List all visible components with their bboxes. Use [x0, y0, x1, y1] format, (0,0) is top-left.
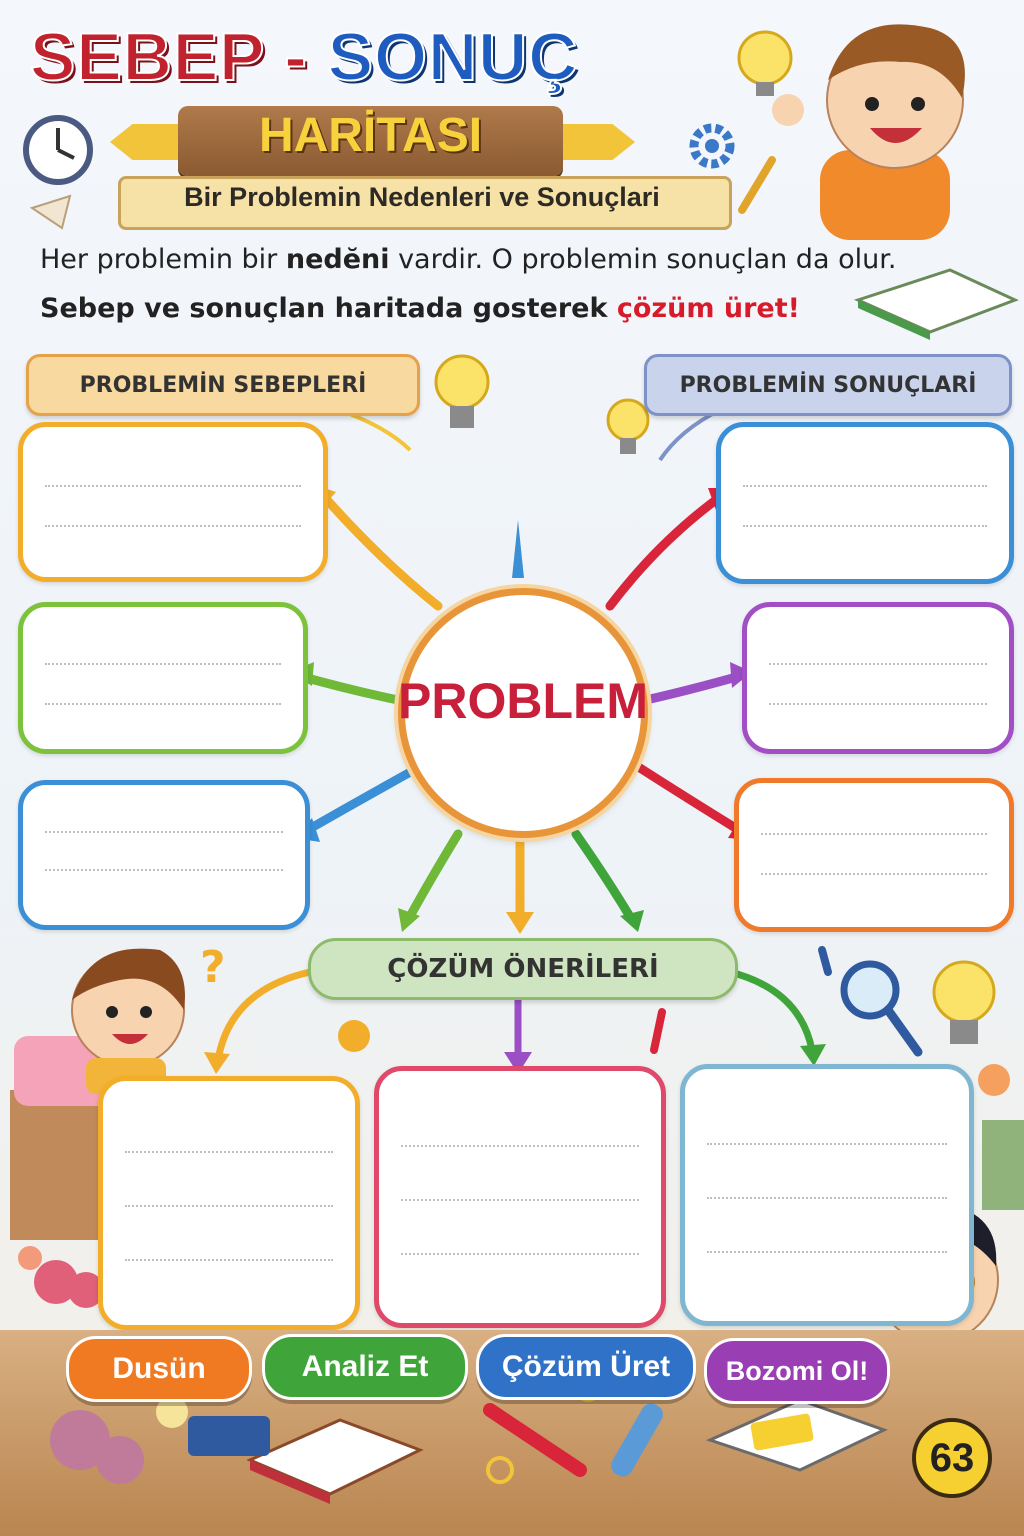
analyze-button[interactable]: Analiz Et	[262, 1334, 468, 1400]
be-ready-button[interactable]: Bozomi Ol!	[704, 1338, 890, 1404]
think-button[interactable]: Dusün	[66, 1336, 252, 1402]
question-mark-icon: ?	[200, 942, 226, 993]
produce-solution-button[interactable]: Çözüm Üret	[476, 1334, 696, 1400]
solutions-header: ÇÖZÜM ÖNERİLERİ	[308, 938, 738, 1000]
title-haritasi: HARİTASI	[258, 109, 483, 162]
subtitle: Bir Problemin Nedenleri ve Sonuçlari	[184, 182, 660, 212]
causes-header: PROBLEMİN SEBEPLERİ	[26, 354, 420, 416]
intro-line-2-start: Sebep ve sonuçlan haritada gosterek	[40, 293, 617, 324]
intro-line-1-end: vardir. O problemin sonuçlan da olur.	[389, 244, 897, 275]
intro-line-1-bold: nedĕni	[285, 244, 390, 275]
problem-label: PROBLEM	[398, 673, 648, 729]
title-sonuc: SONUÇ	[327, 19, 579, 95]
pencil-icon	[490, 1410, 580, 1470]
page-number: 63	[912, 1418, 992, 1498]
title-sebep: SEBEP -	[30, 19, 328, 95]
effects-header: PROBLEMİN SONUÇLARİ	[644, 354, 1012, 416]
intro-line-2-highlight: çözüm üret!	[616, 293, 800, 324]
intro-line-1-start: Her problemin bir	[40, 244, 286, 275]
book-icon	[250, 1420, 420, 1504]
